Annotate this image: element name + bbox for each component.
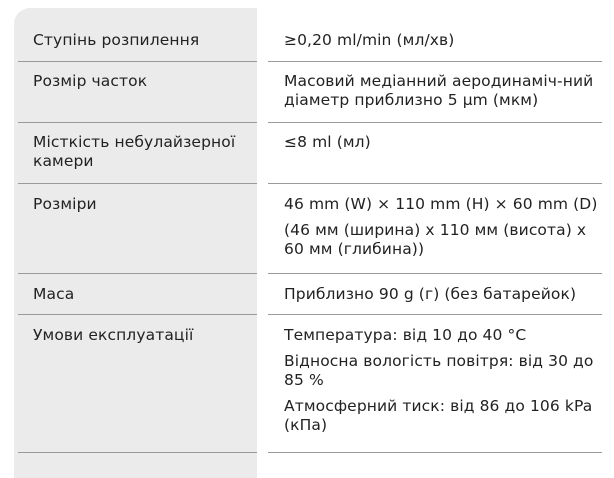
row-value-dimensions bbox=[284, 195, 602, 259]
row-divider bbox=[268, 314, 602, 315]
row-divider bbox=[268, 122, 602, 123]
row-label-weight: Маса bbox=[33, 285, 75, 303]
row-divider bbox=[268, 183, 602, 184]
value-line: Приблизно 90 g (г) (без батарейок) bbox=[284, 285, 577, 303]
value-line: ≤8 ml (мл) bbox=[284, 133, 371, 151]
row-label-particle-size: Розмір часток bbox=[33, 72, 148, 90]
value-line: Відносна вологість повітря: від 30 до 85 % bbox=[284, 352, 594, 389]
row-divider bbox=[268, 61, 602, 62]
row-value-operating-conditions bbox=[284, 326, 602, 435]
row-value-particle-size bbox=[284, 72, 602, 110]
row-label-operating-conditions: Умови експлуатації bbox=[33, 326, 194, 344]
row-value-spray-rate bbox=[284, 31, 602, 50]
row-divider bbox=[18, 273, 257, 274]
row-value-chamber-capacity bbox=[284, 133, 602, 152]
value-line: ≥0,20 ml/min (мл/хв) bbox=[284, 31, 455, 49]
row-label-dimensions: Розміри bbox=[33, 195, 97, 213]
row-divider bbox=[18, 314, 257, 315]
row-label-spray-rate: Ступінь розпилення bbox=[33, 31, 200, 49]
row-divider bbox=[18, 61, 257, 62]
row-divider bbox=[18, 183, 257, 184]
value-line: Атмосферний тиск: від 86 до 106 kPa (кПа) bbox=[284, 397, 593, 434]
value-line: 46 mm (W) × 110 mm (H) × 60 mm (D) bbox=[284, 195, 598, 213]
row-divider bbox=[18, 452, 257, 453]
row-value-weight bbox=[284, 285, 602, 304]
value-line: Масовий медіанний аеродинаміч-ний діаметр приблизно 5 μm (мкм) bbox=[284, 72, 594, 109]
row-divider bbox=[268, 273, 602, 274]
row-label-chamber-capacity: Місткість небулайзерної камери bbox=[33, 133, 236, 170]
value-line: Температура: від 10 до 40 °C bbox=[284, 326, 527, 344]
value-line: (46 мм (ширина) х 110 мм (висота) х 60 мм (глибина)) bbox=[284, 221, 587, 258]
row-divider bbox=[18, 122, 257, 123]
row-divider bbox=[268, 452, 602, 453]
